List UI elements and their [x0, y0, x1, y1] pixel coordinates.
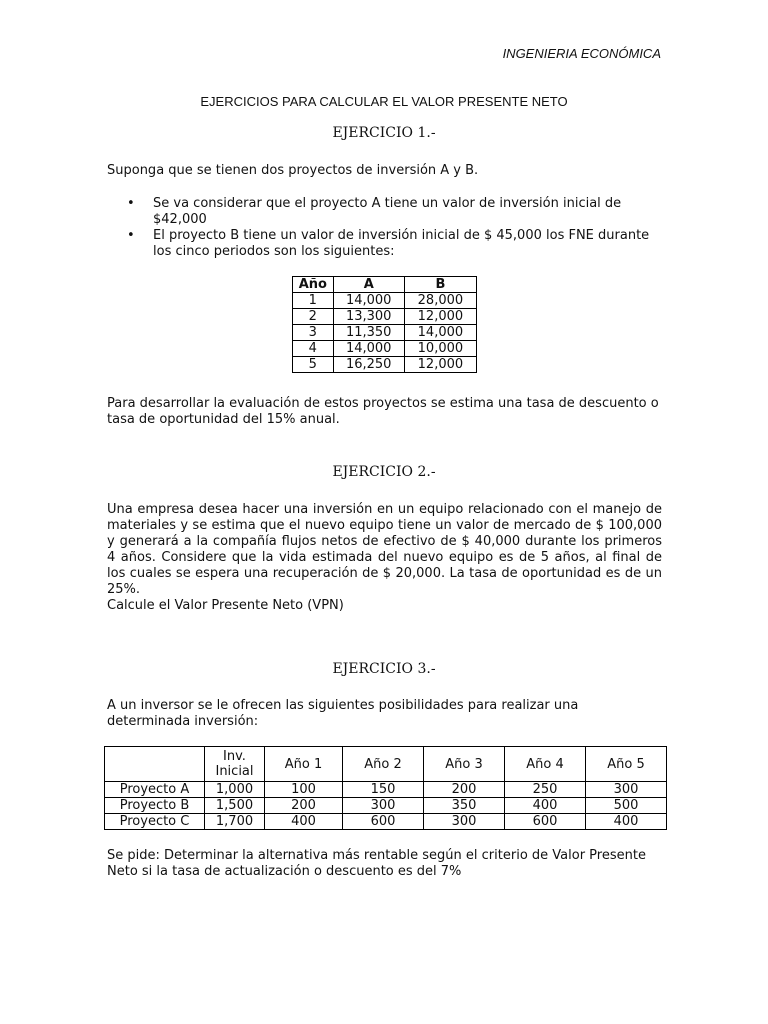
table-cell: 14,000 [333, 341, 404, 357]
table-header-row [105, 747, 667, 782]
table-header-cell: Año 3 [424, 747, 505, 782]
table-header-cell: Año 2 [343, 747, 424, 782]
table-header-cell: Año 1 [265, 747, 343, 782]
table-row [293, 293, 477, 309]
table-cell: Proyecto A [105, 782, 205, 798]
table-cell: 1,000 [205, 782, 265, 798]
table-cell: 600 [505, 814, 586, 830]
table-cell: 2 [293, 309, 334, 325]
table-cell: 5 [293, 357, 334, 373]
table-cell: 1 [293, 293, 334, 309]
table-header-row [293, 277, 477, 293]
table-cell: 11,350 [333, 325, 404, 341]
table-cell: 500 [586, 798, 667, 814]
exercise-2-question: Calcule el Valor Presente Neto (VPN) [107, 598, 344, 613]
table-cell: 28,000 [404, 293, 476, 309]
table-row [293, 325, 477, 341]
table-row [105, 814, 667, 830]
table-cell: 3 [293, 325, 334, 341]
table-header-cell: B [404, 277, 476, 293]
table-cell: 300 [343, 798, 424, 814]
table-cell: 16,250 [333, 357, 404, 373]
exercise-3-table [104, 746, 667, 830]
table-header-cell: Año [293, 277, 334, 293]
table-cell: Proyecto B [105, 798, 205, 814]
exercise-2-body: Una empresa desea hacer una inversión en un equipo relacionado con el manejo de materiales y se estima que el nuevo equipo tiene un valor de mercado de $ 100,000 y generará a la compañía flujos netos de efectivo de $ 40,000 durante los primeros 4 años. Considere que la vida estimada del nuevo equipo es de 5 años, al final de los cuales se espera una recuperación de $ 20,000. La tasa de oportunidad es de un 25%. [107, 502, 662, 597]
table-cell: 12,000 [404, 309, 476, 325]
table-cell: 250 [505, 782, 586, 798]
table-cell: 200 [424, 782, 505, 798]
table-header-cell: Inv. Inicial [205, 747, 265, 782]
exercise-1-intro: Suponga que se tienen dos proyectos de inversión A y B. [107, 163, 479, 178]
exercise-3-title: EJERCICIO 3.- [332, 661, 436, 677]
table-cell: 13,300 [333, 309, 404, 325]
table-cell: 400 [505, 798, 586, 814]
table-cell: 300 [424, 814, 505, 830]
table-row [293, 341, 477, 357]
main-title: EJERCICIOS PARA CALCULAR EL VALOR PRESENTE NETO [200, 94, 568, 109]
exercise-1-closing: Para desarrollar la evaluación de estos proyectos se estima una tasa de descuento o tasa de oportunidad del 15% anual. [107, 396, 659, 427]
bullet-text: Se va considerar que el proyecto A tiene un valor de inversión inicial de $42,000 [153, 196, 622, 227]
bullet-item [107, 196, 662, 228]
table-cell: 400 [265, 814, 343, 830]
table-cell: 1,700 [205, 814, 265, 830]
table-cell: 14,000 [333, 293, 404, 309]
table-row [105, 798, 667, 814]
table-cell: 4 [293, 341, 334, 357]
table-header-cell: Año 5 [586, 747, 667, 782]
table-cell: 100 [265, 782, 343, 798]
bullet-text: El proyecto B tiene un valor de inversión inicial de $ 45,000 los FNE durante los cinco periodos son los siguientes: [153, 228, 650, 259]
exercise-1-bullets [107, 196, 662, 260]
table-cell: 10,000 [404, 341, 476, 357]
table-header-cell [105, 747, 205, 782]
bullet-icon: • [127, 196, 135, 211]
exercise-2-title: EJERCICIO 2.- [332, 464, 436, 480]
document-header: INGENIERIA ECONÓMICA [502, 46, 661, 61]
bullet-icon: • [127, 228, 135, 243]
table-cell: 200 [265, 798, 343, 814]
table-header-cell: Año 4 [505, 747, 586, 782]
table-row [293, 357, 477, 373]
table-cell: 1,500 [205, 798, 265, 814]
table-cell: 300 [586, 782, 667, 798]
table-cell: 350 [424, 798, 505, 814]
exercise-1-title: EJERCICIO 1.- [332, 125, 436, 141]
table-cell: 150 [343, 782, 424, 798]
table-cell: 400 [586, 814, 667, 830]
bullet-item [107, 228, 662, 260]
table-header-cell: A [333, 277, 404, 293]
table-cell: 14,000 [404, 325, 476, 341]
table-cell: 600 [343, 814, 424, 830]
table-cell: Proyecto C [105, 814, 205, 830]
table-row [293, 309, 477, 325]
exercise-1-table [292, 276, 477, 373]
table-cell: 12,000 [404, 357, 476, 373]
exercise-3-closing: Se pide: Determinar la alternativa más rentable según el criterio de Valor Presente Neto si la tasa de actualización o descuento es del 7% [107, 848, 646, 879]
exercise-3-intro: A un inversor se le ofrecen las siguientes posibilidades para realizar una determinada inversión: [107, 698, 579, 729]
table-row [105, 782, 667, 798]
